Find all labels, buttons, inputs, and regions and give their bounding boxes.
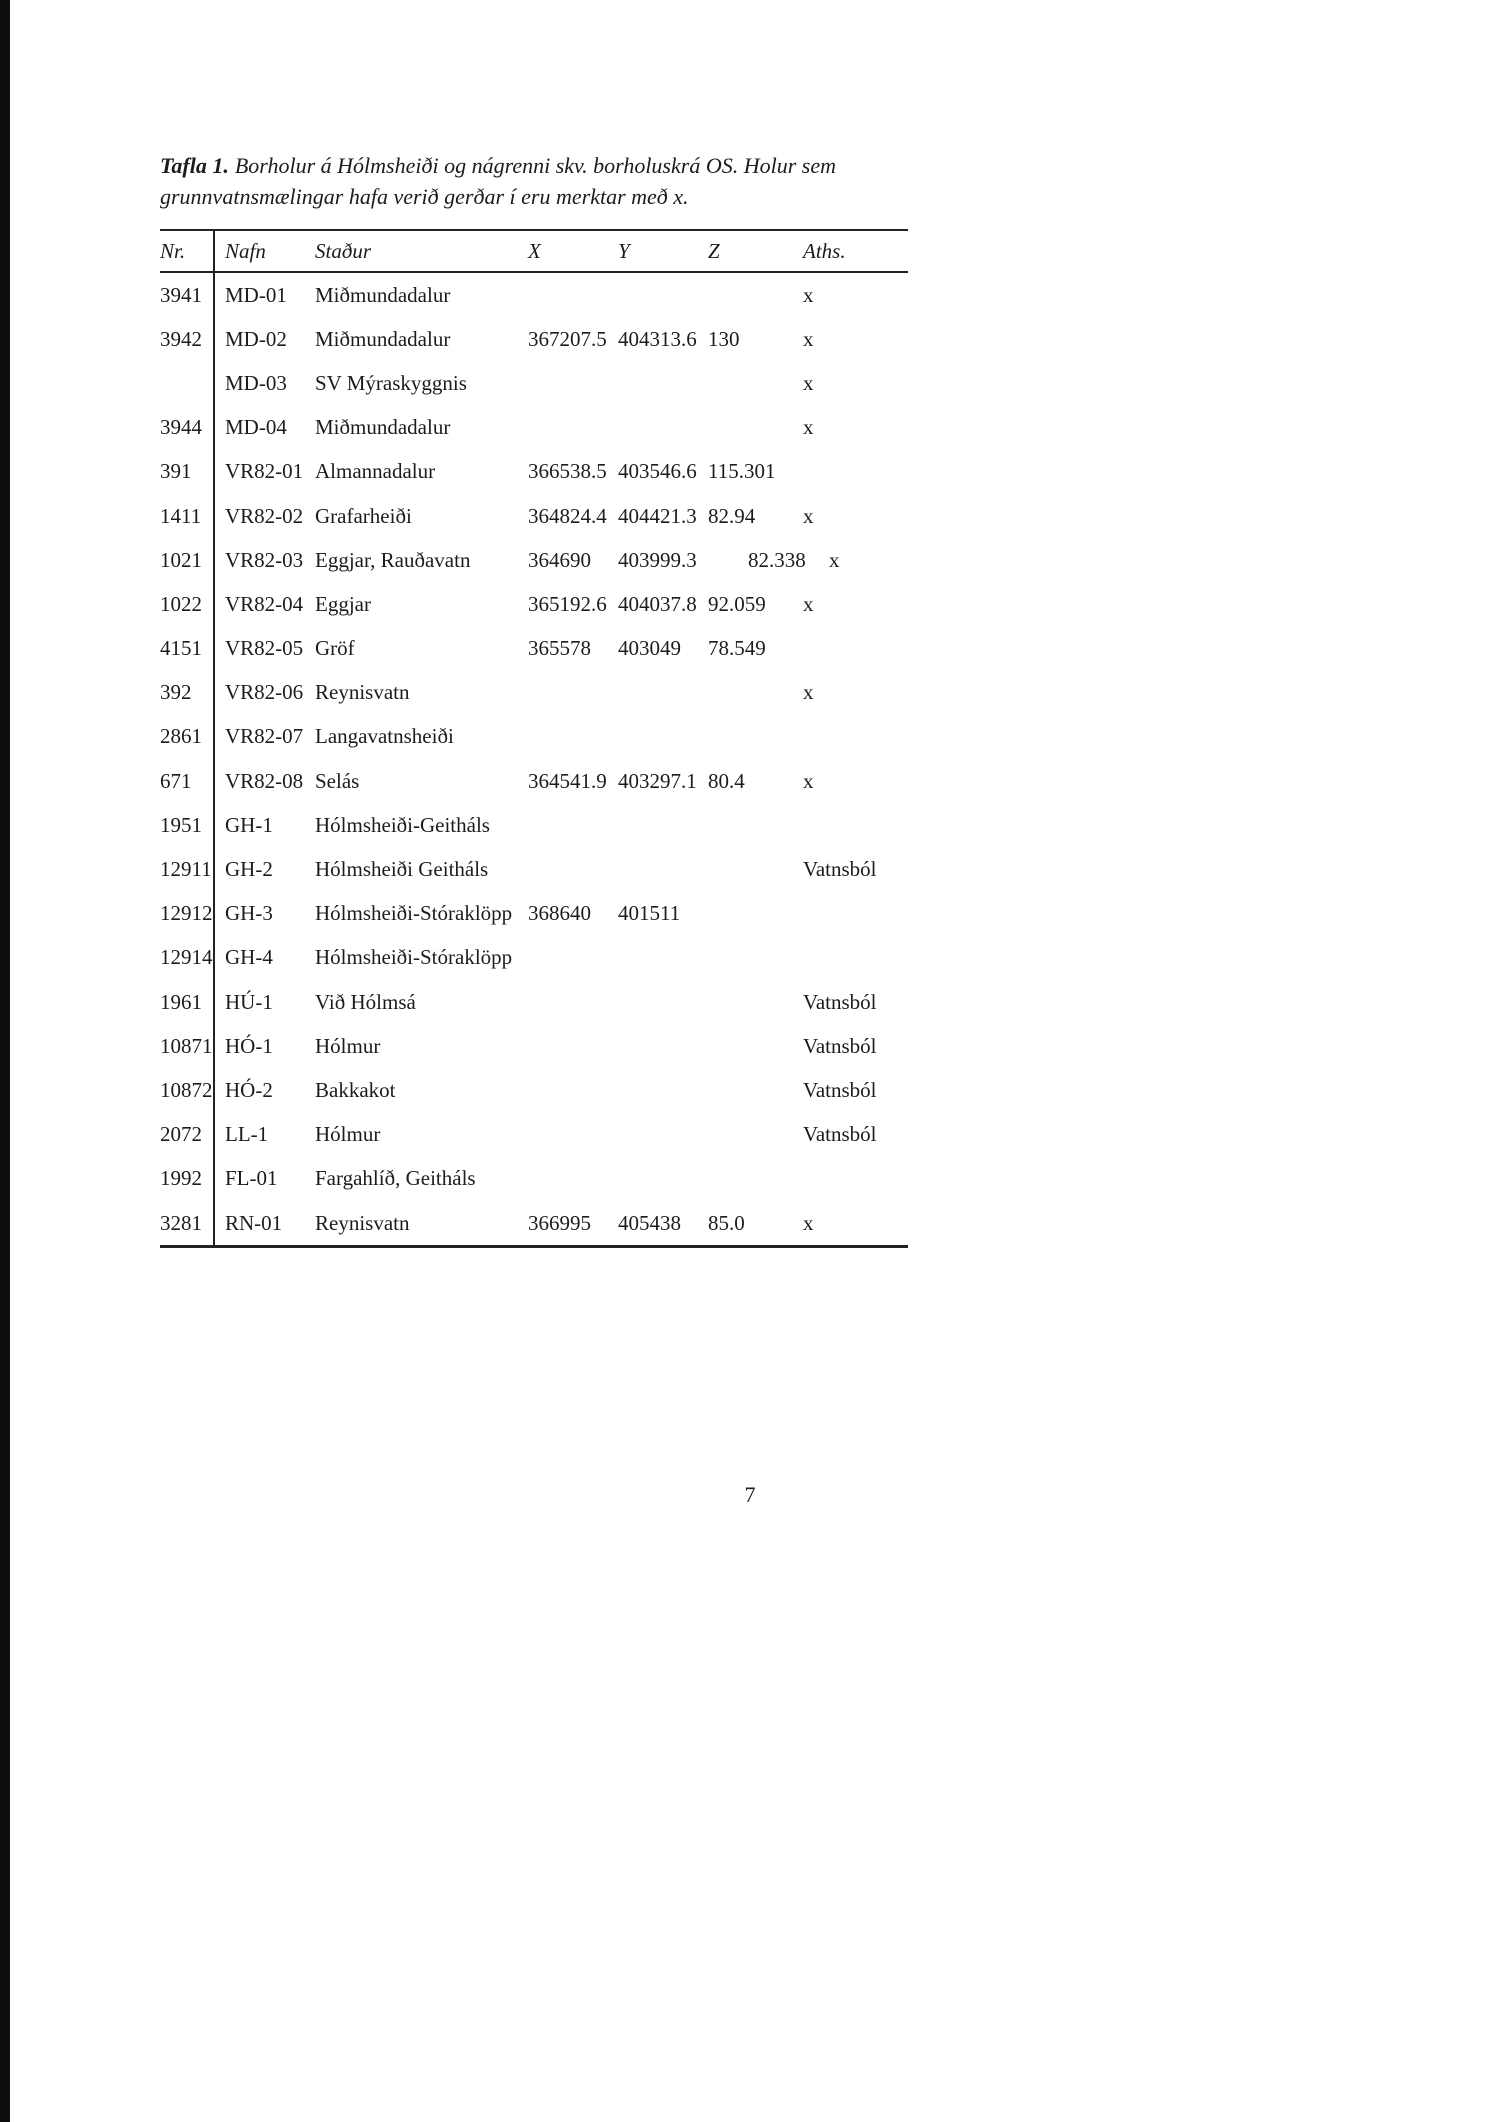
cell-stadur: Hólmur (315, 1122, 381, 1147)
table-row (160, 1024, 908, 1068)
cell-aths: Vatnsból (803, 1077, 877, 1102)
cell-nr: 10871 (160, 1024, 215, 1068)
cell-stadur: Miðmundadalur (315, 326, 451, 351)
cell-z: 82.338 (748, 547, 806, 572)
cell-aths: x (829, 547, 840, 572)
cell-nafn: HÓ-1 (225, 1033, 273, 1058)
cell-nr: 3281 (160, 1201, 215, 1245)
table-row (160, 494, 908, 538)
cell-nafn: VR82-01 (225, 459, 304, 484)
cell-aths: Vatnsból (803, 1122, 877, 1147)
cell-aths: x (803, 326, 814, 351)
table-row (160, 892, 908, 936)
cell-stadur: Bakkakot (315, 1077, 396, 1102)
cell-stadur: Miðmundadalur (315, 415, 451, 440)
table-row (160, 936, 908, 980)
cell-nafn: VR82-06 (225, 680, 304, 705)
cell-nr: 12911 (160, 847, 215, 891)
cell-stadur: Eggjar, Rauðavatn (315, 547, 471, 572)
cell-y: 401511 (618, 901, 681, 926)
cell-nr: 3944 (160, 406, 215, 450)
table-row (160, 847, 908, 891)
cell-z (708, 1068, 803, 1112)
cell-y (618, 1024, 708, 1068)
cell-stadur: Fargahlíð, Geitháls (315, 1166, 476, 1191)
cell-nafn: MD-01 (225, 282, 287, 307)
cell-y (618, 1113, 708, 1157)
scan-edge (0, 0, 10, 2122)
cell-z (708, 1113, 803, 1157)
cell-y (618, 1068, 708, 1112)
cell-z: 80.4 (708, 768, 745, 793)
cell-stadur: Við Hólmsá (315, 989, 416, 1014)
table-row (160, 582, 908, 626)
cell-aths: x (803, 680, 814, 705)
cell-nafn: VR82-03 (225, 547, 304, 572)
column-header-nr: Nr. (160, 231, 215, 271)
cell-nafn: VR82-04 (225, 591, 304, 616)
page-number: 7 (744, 1482, 756, 1507)
table-row (160, 1157, 908, 1201)
cell-x: 368640 (528, 901, 591, 926)
cell-nr: 2072 (160, 1113, 215, 1157)
table-row (160, 627, 908, 671)
cell-stadur: Langavatnsheiði (315, 724, 454, 749)
cell-nr: 3941 (160, 273, 215, 317)
cell-x (528, 1068, 618, 1112)
cell-y (618, 715, 708, 759)
cell-aths (803, 715, 908, 759)
cell-nr: 391 (160, 450, 215, 494)
cell-aths: Vatnsból (803, 1033, 877, 1058)
cell-nr: 1021 (160, 538, 215, 582)
cell-stadur: Reynisvatn (315, 1210, 410, 1235)
column-header-aths: Aths. (803, 238, 846, 263)
cell-x: 365578 (528, 636, 591, 661)
cell-y: 403049 (618, 636, 681, 661)
cell-aths: x (803, 768, 814, 793)
caption-line2: grunnvatnsmælingar hafa verið gerðar í eru merktar með x. (160, 184, 689, 209)
cell-x (528, 980, 618, 1024)
cell-nr: 1961 (160, 980, 215, 1024)
cell-z (708, 980, 803, 1024)
column-header-y: Y (618, 238, 630, 263)
cell-aths: x (803, 415, 814, 440)
borehole-table (160, 229, 908, 1248)
cell-y (618, 847, 708, 891)
cell-z: 82.94 (708, 503, 756, 528)
cell-x: 367207.5 (528, 326, 607, 351)
cell-stadur: Almannadalur (315, 459, 436, 484)
cell-z (708, 847, 803, 891)
cell-x (528, 1157, 618, 1201)
cell-y (618, 273, 708, 317)
table-row (160, 671, 908, 715)
cell-y (618, 361, 708, 405)
cell-aths: x (803, 282, 814, 307)
cell-stadur: Grafarheiði (315, 503, 412, 528)
cell-y (618, 671, 708, 715)
cell-z: 130 (708, 326, 740, 351)
cell-x: 364824.4 (528, 503, 607, 528)
cell-stadur: Selás (315, 768, 360, 793)
caption-line1: Borholur á Hólmsheiði og nágrenni skv. borholuskrá OS. Holur sem (234, 153, 836, 178)
cell-nafn: VR82-05 (225, 636, 304, 661)
cell-nr (160, 361, 215, 405)
cell-x (528, 273, 618, 317)
column-header-stadur: Staður (315, 238, 372, 263)
cell-z (708, 892, 803, 936)
cell-x (528, 671, 618, 715)
cell-x (528, 803, 618, 847)
cell-y: 403999.3 (618, 547, 697, 572)
table-row (160, 538, 908, 582)
cell-nafn: GH-2 (225, 857, 273, 882)
cell-nr: 12912 (160, 892, 215, 936)
cell-z: 115.301 (708, 459, 776, 484)
cell-aths (803, 803, 908, 847)
cell-y (618, 406, 708, 450)
cell-aths (803, 892, 908, 936)
cell-aths: Vatnsból (803, 989, 877, 1014)
cell-z (708, 803, 803, 847)
cell-aths (803, 1157, 908, 1201)
table-row (160, 317, 908, 361)
cell-stadur: Hólmsheiði Geitháls (315, 857, 489, 882)
cell-nr: 392 (160, 671, 215, 715)
column-header-z: Z (708, 238, 720, 263)
table-row (160, 406, 908, 450)
table-row (160, 715, 908, 759)
cell-x (528, 406, 618, 450)
cell-z (708, 361, 803, 405)
table-row (160, 1201, 908, 1245)
cell-nr: 1411 (160, 494, 215, 538)
cell-z (708, 936, 803, 980)
cell-x: 366995 (528, 1210, 591, 1235)
cell-x (528, 847, 618, 891)
cell-z: 78.549 (708, 636, 766, 661)
cell-x (528, 936, 618, 980)
cell-aths (803, 627, 908, 671)
cell-z (708, 1024, 803, 1068)
cell-y: 403297.1 (618, 768, 697, 793)
cell-y: 405438 (618, 1210, 681, 1235)
cell-nafn: VR82-02 (225, 503, 304, 528)
cell-z (708, 671, 803, 715)
cell-stadur: SV Mýraskyggnis (315, 370, 467, 395)
cell-y (618, 936, 708, 980)
cell-nr: 4151 (160, 627, 215, 671)
cell-x (528, 715, 618, 759)
cell-nafn: VR82-08 (225, 768, 304, 793)
cell-x: 366538.5 (528, 459, 607, 484)
table-row (160, 273, 908, 317)
cell-stadur: Eggjar (315, 591, 371, 616)
cell-x (528, 361, 618, 405)
table-caption (160, 150, 880, 212)
cell-nafn: FL-01 (225, 1166, 278, 1191)
table-row (160, 450, 908, 494)
table-row (160, 759, 908, 803)
cell-aths: Vatnsból (803, 857, 877, 882)
cell-aths (803, 450, 908, 494)
cell-y: 404037.8 (618, 591, 697, 616)
cell-aths: x (803, 1210, 814, 1235)
cell-nr: 10872 (160, 1068, 215, 1112)
cell-stadur: Reynisvatn (315, 680, 410, 705)
cell-nafn: GH-3 (225, 901, 273, 926)
table-row (160, 1068, 908, 1112)
cell-nr: 12914 (160, 936, 215, 980)
cell-x (528, 1024, 618, 1068)
table-header (160, 229, 908, 273)
table-body (160, 273, 908, 1248)
cell-nr: 671 (160, 759, 215, 803)
cell-aths: x (803, 503, 814, 528)
cell-nr: 1951 (160, 803, 215, 847)
cell-nafn: LL-1 (225, 1122, 269, 1147)
cell-x (528, 1113, 618, 1157)
cell-stadur: Hólmsheiði-Geitháls (315, 812, 490, 837)
cell-nafn: HÚ-1 (225, 989, 273, 1014)
column-header-x: X (528, 238, 541, 263)
cell-x: 364690 (528, 547, 591, 572)
cell-nafn: MD-03 (225, 370, 287, 395)
table-row (160, 980, 908, 1024)
cell-stadur: Hólmur (315, 1033, 381, 1058)
cell-aths: x (803, 591, 814, 616)
cell-nafn: MD-04 (225, 415, 287, 440)
cell-nafn: RN-01 (225, 1210, 283, 1235)
table-row (160, 1113, 908, 1157)
cell-stadur: Miðmundadalur (315, 282, 451, 307)
cell-x: 365192.6 (528, 591, 607, 616)
table-row (160, 803, 908, 847)
cell-x: 364541.9 (528, 768, 607, 793)
cell-nr: 2861 (160, 715, 215, 759)
cell-nr: 1992 (160, 1157, 215, 1201)
cell-stadur: Gröf (315, 636, 355, 661)
cell-y: 404313.6 (618, 326, 697, 351)
cell-nr: 3942 (160, 317, 215, 361)
cell-stadur: Hólmsheiði-Stóraklöpp (315, 945, 513, 970)
cell-y: 404421.3 (618, 503, 697, 528)
cell-z: 92.059 (708, 591, 766, 616)
cell-nafn: GH-4 (225, 945, 273, 970)
column-header-nafn: Nafn (225, 238, 266, 263)
cell-aths: x (803, 370, 814, 395)
caption-label: Tafla 1. (160, 153, 229, 178)
cell-nafn: VR82-07 (225, 724, 304, 749)
cell-y (618, 803, 708, 847)
table-row (160, 361, 908, 405)
cell-nafn: MD-02 (225, 326, 287, 351)
cell-y: 403546.6 (618, 459, 697, 484)
cell-nafn: HÓ-2 (225, 1077, 273, 1102)
cell-nafn: GH-1 (225, 812, 273, 837)
cell-z (708, 715, 803, 759)
cell-nr: 1022 (160, 582, 215, 626)
cell-y (618, 980, 708, 1024)
cell-z (708, 406, 803, 450)
cell-stadur: Hólmsheiði-Stóraklöpp (315, 901, 513, 926)
cell-z (708, 1157, 803, 1201)
cell-y (618, 1157, 708, 1201)
cell-aths (803, 936, 908, 980)
cell-z (708, 273, 803, 317)
cell-z: 85.0 (708, 1210, 745, 1235)
